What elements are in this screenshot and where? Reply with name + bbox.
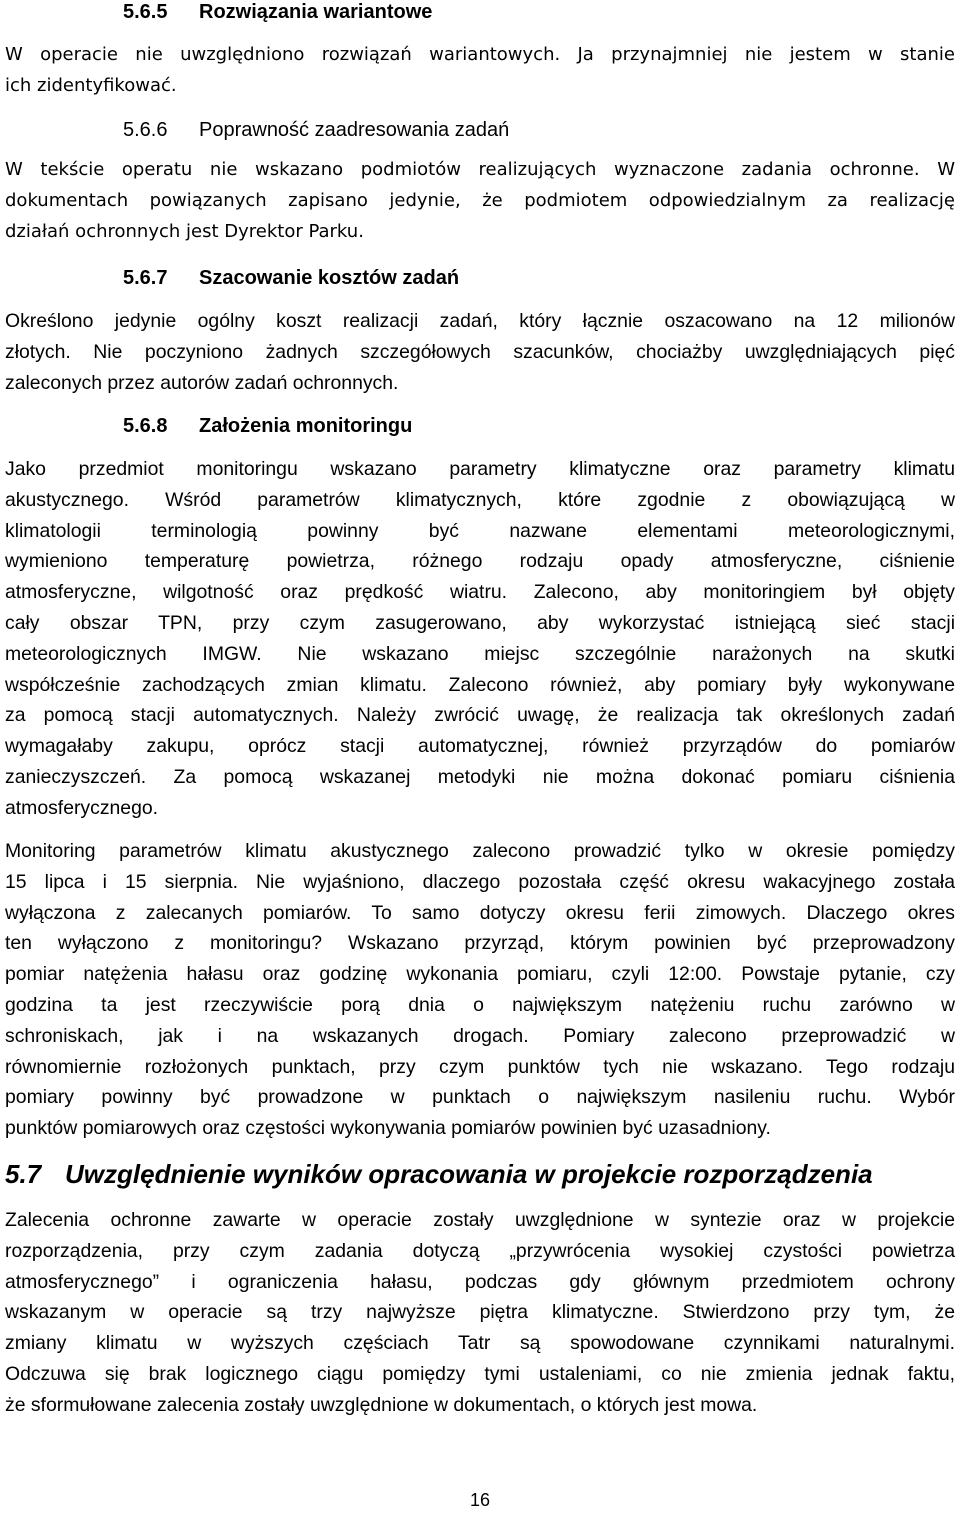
text-line: cały obszar TPN, przy czym zasugerowano, aby wykorzystać istniejącą sieć stacji: [5, 611, 955, 634]
text-line: Monitoring parametrów klimatu akustycznego zalecono prowadzić tylko w okresie pomiędzy: [5, 840, 955, 862]
text-line: atmosferycznego” i ograniczenia hałasu, podczas gdy głównym przedmiotem ochrony: [5, 1270, 955, 1293]
text-line: akustycznego. Wśród parametrów klimatycznych, które zgodnie z obowiązującą w: [5, 488, 955, 511]
text-line: pomiar natężenia hałasu oraz godzinę wykonania pomiaru, czyli 12:00. Powstaje pytanie, czy: [5, 963, 955, 986]
text-line: że sformułowane zalecenia zostały uwzględnione w dokumentach, o których jest mowa.: [5, 1393, 758, 1416]
heading-5-6-6: [123, 118, 509, 142]
text-line: W operacie nie uwzględniono rozwiązań wariantowych. Ja przynajmniej nie jestem w stanie: [5, 44, 955, 65]
text-line: punktów pomiarowych oraz częstości wykonywania pomiarów powinien być uzasadniony.: [5, 1117, 771, 1140]
text-line: Odczuwa się brak logicznego ciągu pomiędzy tymi ustaleniami, co nie zmienia jednak faktu,: [5, 1362, 955, 1385]
text-line: wymieniono temperaturę powietrza, różnego rodzaju opady atmosferyczne, ciśnienie: [5, 550, 955, 573]
text-line: rozporządzenia, przy czym zadania dotyczą „przywrócenia wysokiej czystości powietrza: [5, 1239, 955, 1262]
heading-5-6-8: [123, 414, 412, 438]
text-line: klimatologii terminologią powinny być nazwane elementami meteorologicznymi,: [5, 519, 955, 542]
text-line: zanieczyszczeń. Za pomocą wskazanej metodyki nie można dokonać pomiaru ciśnienia: [5, 765, 955, 788]
paragraph-5-6-5: [5, 40, 955, 102]
text-line: pomiary powinny być prowadzone w punktach o największym nasileniu ruchu. Wybór: [5, 1086, 955, 1109]
heading-title: Założenia monitoringu: [199, 415, 413, 437]
text-line: wymagałaby zakupu, oprócz stacji automatycznej, również przyrządów do pomiarów: [5, 735, 955, 758]
text-line: atmosferyczne, wilgotność oraz prędkość wiatru. Zalecono, aby monitoringiem był objęty: [5, 581, 955, 604]
text-line: Zalecenia ochronne zawarte w operacie zostały uwzględnione w syntezie oraz w projekcie: [5, 1209, 955, 1231]
paragraph-5-6-8-a: [5, 454, 955, 824]
heading-5-6-7: [123, 266, 459, 290]
text-line: schroniskach, jak i na wskazanych drogach. Pomiary zalecono przeprowadzić w: [5, 1024, 955, 1047]
text-line: zaleconych przez autorów zadań ochronnych.: [5, 371, 399, 394]
heading-title: Uwzględnienie wyników opracowania w projekcie rozporządzenia: [65, 1159, 873, 1189]
heading-number: 5.6.7: [123, 267, 168, 289]
text-line: Określono jedynie ogólny koszt realizacji zadań, który łącznie oszacowano na 12 milionów: [5, 310, 955, 332]
heading-5-6-5: [123, 0, 432, 24]
text-line: wyłączona z zalecanych pomiarów. To samo dotyczy okresu ferii zimowych. Dlaczego okres: [5, 901, 955, 924]
heading-number: 5.6.8: [123, 415, 168, 437]
text-line: równomiernie rozłożonych punktach, przy czym punktów tych nie wskazano. Tego rodzaju: [5, 1055, 955, 1078]
heading-title: Poprawność zaadresowania zadań: [199, 119, 510, 141]
heading-5-7: [5, 1158, 873, 1190]
text-line: ich zidentyfikować.: [5, 74, 177, 96]
text-line: dokumentach powiązanych zapisano jedynie, że podmiotem odpowiedzialnym za realizację: [5, 189, 955, 211]
text-line: godzina ta jest rzeczywiście porą dnia o największym natężeniu ruchu zarówno w: [5, 993, 955, 1016]
text-line: W tekście operatu nie wskazano podmiotów realizujących wyznaczone zadania ochronne. W: [5, 159, 955, 180]
heading-title: Rozwiązania wariantowe: [199, 1, 433, 23]
text-line: Jako przedmiot monitoringu wskazano parametry klimatyczne oraz parametry klimatu: [5, 458, 955, 480]
heading-number: 5.6.5: [123, 1, 168, 23]
paragraph-5-6-8-b: [5, 836, 955, 1144]
text-line: ten wyłączono z monitoringu? Wskazano przyrząd, którym powinien być przeprowadzony: [5, 932, 955, 955]
paragraph-5-7: [5, 1205, 955, 1421]
text-line: złotych. Nie poczyniono żadnych szczegółowych szacunków, chociażby uwzględniających pięć: [5, 340, 955, 363]
text-line: wskazanym w operacie są trzy najwyższe piętra klimatyczne. Stwierdzono przy tym, że: [5, 1301, 955, 1324]
paragraph-5-6-6: [5, 155, 955, 247]
text-line: działań ochronnych jest Dyrektor Parku.: [5, 220, 364, 242]
heading-title: Szacowanie kosztów zadań: [199, 267, 460, 289]
text-line: atmosferycznego.: [5, 796, 159, 819]
text-line: współcześnie zachodzących zmian klimatu. Zalecono również, aby pomiary były wykonywane: [5, 673, 955, 696]
text-line: meteorologicznych IMGW. Nie wskazano miejsc szczególnie narażonych na skutki: [5, 642, 955, 665]
paragraph-5-6-7: [5, 306, 955, 398]
heading-number: 5.7: [5, 1159, 42, 1189]
text-line: za pomocą stacji automatycznych. Należy zwrócić uwagę, że realizacja tak określonych zadań: [5, 704, 955, 727]
text-line: 15 lipca i 15 sierpnia. Nie wyjaśniono, dlaczego pozostała część okresu wakacyjnego została: [5, 870, 955, 893]
text-line: zmiany klimatu w wyższych częściach Tatr są spowodowane czynnikami naturalnymi.: [5, 1332, 955, 1355]
heading-number: 5.6.6: [123, 119, 168, 141]
page-number: 16: [469, 1490, 491, 1510]
